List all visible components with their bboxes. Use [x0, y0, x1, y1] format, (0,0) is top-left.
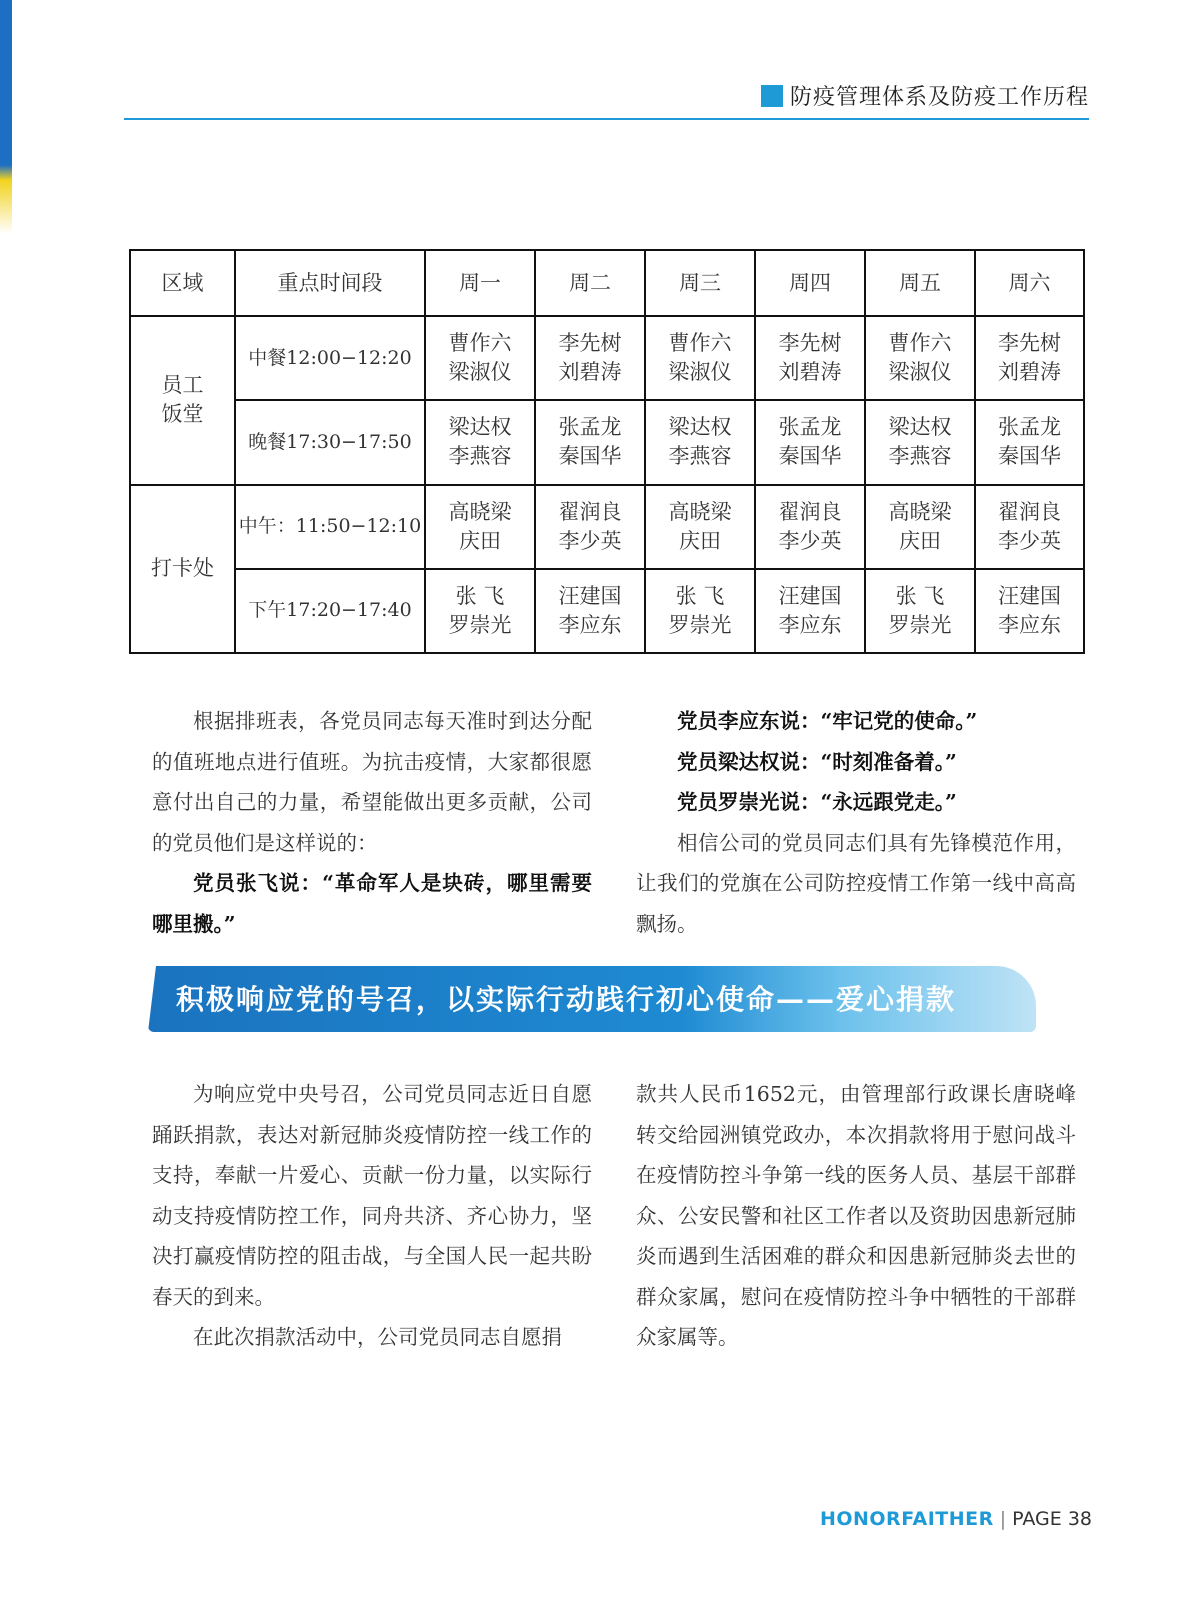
- staff-name: 梁淑仪: [668, 360, 732, 385]
- staff-name: 梁达权: [448, 415, 512, 440]
- duty-cell: [645, 485, 755, 569]
- staff-name: 汪建国: [998, 583, 1061, 608]
- duty-cell: [645, 400, 755, 484]
- staff-name: 庆田: [679, 528, 721, 553]
- duty-cell: [865, 485, 975, 569]
- header-square-icon: [761, 85, 783, 107]
- footer-brand: HONORFAITHER: [819, 1508, 994, 1530]
- staff-name: 刘碧涛: [778, 360, 842, 385]
- staff-name: 李应东: [998, 612, 1061, 637]
- staff-name: 罗崇光: [448, 612, 512, 637]
- section1-right-column: [636, 701, 1076, 944]
- table-row: [130, 400, 1084, 484]
- staff-name: 张孟龙: [778, 415, 842, 440]
- staff-name: 梁达权: [888, 415, 952, 440]
- duty-cell: [755, 485, 865, 569]
- header-title: 防疫管理体系及防疫工作历程: [789, 85, 1089, 110]
- staff-name: 庆田: [899, 528, 941, 553]
- staff-name: 刘碧涛: [558, 360, 622, 385]
- duty-cell: [535, 400, 645, 484]
- quote-liyingdong: 党员李应东说：“牢记党的使命。”: [677, 709, 978, 733]
- staff-name: 庆田: [459, 528, 501, 553]
- section1-left-column: [152, 701, 592, 944]
- duty-cell: [755, 316, 865, 400]
- duty-cell: [645, 569, 755, 653]
- duty-cell: [535, 569, 645, 653]
- duty-cell: [975, 569, 1084, 653]
- section2-left-column: [152, 1074, 592, 1358]
- duty-cell: [865, 569, 975, 653]
- page-header: [124, 78, 1089, 120]
- quote-zhangfei: 党员张飞说：“革命军人是块砖，哪里需要哪里搬。”: [152, 871, 592, 936]
- staff-name: 张 飞: [895, 583, 945, 608]
- duty-cell: [755, 400, 865, 484]
- paragraph: 相信公司的党员同志们具有先锋模范作用，让我们的党旗在公司防控疫情工作第一线中高高飘扬。: [636, 830, 1076, 936]
- table-row: [130, 316, 1084, 400]
- staff-name: 李燕容: [448, 444, 512, 469]
- duty-cell: [975, 485, 1084, 569]
- duty-cell: [865, 400, 975, 484]
- staff-name: 张孟龙: [558, 415, 622, 440]
- duty-cell: [425, 400, 535, 484]
- area-cell: 打卡处: [130, 485, 235, 654]
- footer-separator: |: [999, 1508, 1007, 1530]
- paragraph: 款共人民币1652元，由管理部行政课长唐晓峰转交给园洲镇党政办，本次捐款将用于慰问战斗在疫情防控斗争第一线的医务人员、基层干部群众、公安民警和社区工作者以及资助因患新冠肺炎而遇到生活困难的群众和因患新冠肺炎去世的群众家属，慰问在疫情防控斗争中牺牲的干部群众家属等。: [636, 1082, 1076, 1349]
- time-slot-cell: 晚餐17:30−17:50: [235, 400, 425, 484]
- staff-name: 李少英: [558, 528, 622, 553]
- paragraph: 在此次捐款活动中，公司党员同志自愿捐: [193, 1325, 562, 1349]
- page-footer: [820, 1508, 1092, 1530]
- time-slot-cell: 中午：11:50−12:10: [235, 485, 425, 569]
- header-thu: 周四: [755, 250, 865, 316]
- header-wed: 周三: [645, 250, 755, 316]
- duty-cell: [865, 316, 975, 400]
- time-slot-cell: 中餐12:00−12:20: [235, 316, 425, 400]
- staff-name: 罗崇光: [888, 612, 952, 637]
- staff-name: 梁淑仪: [448, 360, 512, 385]
- staff-name: 翟润良: [998, 499, 1061, 524]
- staff-name: 李燕容: [888, 444, 952, 469]
- page-number: PAGE 38: [1012, 1508, 1092, 1530]
- staff-name: 秦国华: [558, 444, 622, 469]
- staff-name: 张 飞: [675, 583, 725, 608]
- staff-name: 李少英: [998, 528, 1061, 553]
- staff-name: 李先树: [998, 331, 1061, 356]
- section-banner: [148, 966, 1036, 1032]
- staff-name: 李应东: [778, 612, 842, 637]
- staff-name: 梁淑仪: [888, 360, 952, 385]
- header-mon: 周一: [425, 250, 535, 316]
- header-tue: 周二: [535, 250, 645, 316]
- duty-cell: [425, 485, 535, 569]
- duty-cell: [425, 569, 535, 653]
- staff-name: 张孟龙: [998, 415, 1061, 440]
- staff-name: 曹作六: [888, 331, 952, 356]
- staff-name: 高晓梁: [888, 499, 952, 524]
- staff-name: 曹作六: [668, 331, 732, 356]
- staff-name: 李先树: [778, 331, 842, 356]
- staff-name: 李少英: [778, 528, 842, 553]
- staff-name: 李应东: [558, 612, 622, 637]
- duty-cell: [975, 316, 1084, 400]
- header-fri: 周五: [865, 250, 975, 316]
- header-time: 重点时间段: [235, 250, 425, 316]
- duty-cell: [645, 316, 755, 400]
- paragraph: 为响应党中央号召，公司党员同志近日自愿踊跃捐款，表达对新冠肺炎疫情防控一线工作的支持，奉献一片爱心、贡献一份力量，以实际行动支持疫情防控工作，同舟共济、齐心协力，坚决打赢疫情防控的阻击战，与全国人民一起共盼春天的到来。: [152, 1082, 592, 1309]
- staff-name: 秦国华: [998, 444, 1061, 469]
- staff-name: 曹作六: [448, 331, 512, 356]
- header-area: 区域: [130, 250, 235, 316]
- staff-name: 高晓梁: [668, 499, 732, 524]
- duty-cell: [755, 569, 865, 653]
- staff-name: 汪建国: [558, 583, 622, 608]
- staff-name: 秦国华: [778, 444, 842, 469]
- staff-name: 李燕容: [668, 444, 732, 469]
- duty-schedule-table: [129, 249, 1085, 654]
- area-cell: 员工 饭堂: [130, 316, 235, 485]
- staff-name: 翟润良: [778, 499, 842, 524]
- section-banner-title: 积极响应党的号召，以实际行动践行初心使命——爱心捐款: [176, 983, 957, 1016]
- table-header-row: [130, 250, 1084, 316]
- table-row: [130, 569, 1084, 653]
- staff-name: 梁达权: [668, 415, 732, 440]
- duty-cell: [425, 316, 535, 400]
- staff-name: 刘碧涛: [998, 360, 1061, 385]
- header-sat: 周六: [975, 250, 1084, 316]
- staff-name: 罗崇光: [668, 612, 732, 637]
- staff-name: 翟润良: [558, 499, 622, 524]
- staff-name: 汪建国: [778, 583, 842, 608]
- duty-cell: [535, 485, 645, 569]
- duty-cell: [535, 316, 645, 400]
- staff-name: 李先树: [558, 331, 622, 356]
- section2-right-column: [636, 1074, 1076, 1358]
- time-slot-cell: 下午17:20−17:40: [235, 569, 425, 653]
- paragraph: 根据排班表，各党员同志每天准时到达分配的值班地点进行值班。为抗击疫情，大家都很愿意付出自己的力量，希望能做出更多贡献，公司的党员他们是这样说的：: [152, 709, 592, 855]
- quote-liangdaquan: 党员梁达权说：“时刻准备着。”: [677, 749, 957, 774]
- staff-name: 张 飞: [455, 583, 505, 608]
- duty-cell: [975, 400, 1084, 484]
- quote-luochongguang: 党员罗崇光说：“永远跟党走。”: [677, 790, 957, 814]
- table-row: [130, 485, 1084, 569]
- staff-name: 高晓梁: [448, 499, 512, 524]
- decorative-edge-strip: [0, 0, 12, 300]
